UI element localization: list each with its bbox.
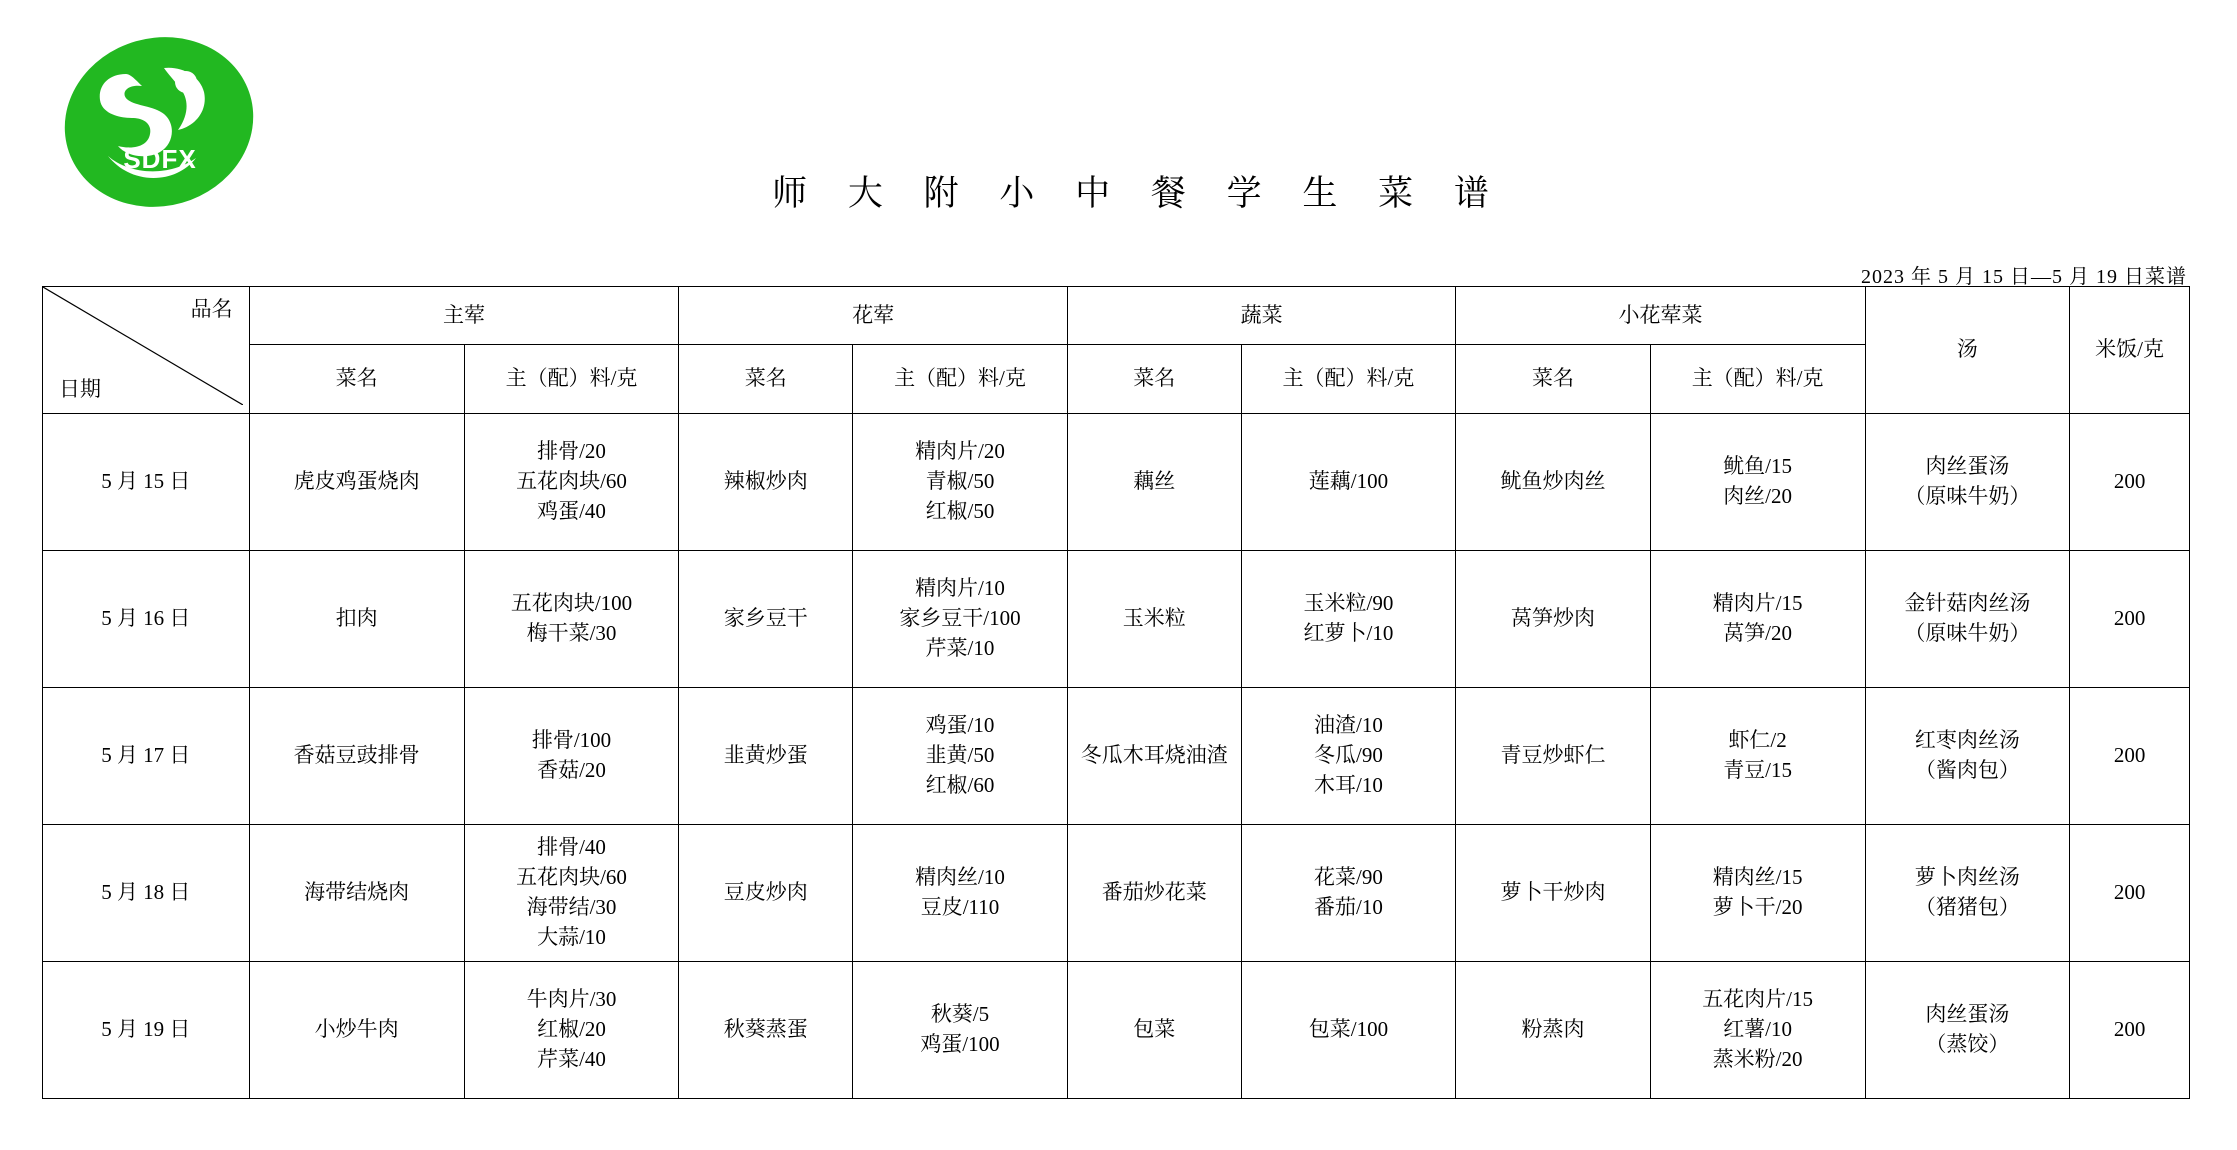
cell-soup (1865, 688, 2070, 825)
cell-semi-dish: 秋葵蒸蛋 (679, 962, 853, 1099)
cell-main-material-line: 红椒/20 (537, 1017, 606, 1042)
cell-veg-material-line: 包菜/100 (1308, 1017, 1389, 1042)
cell-small-material (1650, 825, 1865, 962)
cell-main-material-line: 大蒜/10 (537, 924, 606, 949)
cell-semi-material-line: 鸡蛋/100 (920, 1032, 1000, 1056)
cell-semi-material-line: 精肉丝/10 (915, 865, 1005, 890)
group-header-rice: 米饭/克 (2070, 287, 2190, 414)
corner-label-item: 品名 (190, 297, 233, 321)
cell-small-material-line: 精肉丝/15 (1712, 865, 1803, 890)
cell-veg-dish: 冬瓜木耳烧油渣 (1067, 688, 1241, 825)
cell-main-dish: 香菇豆豉排骨 (249, 688, 464, 825)
table-row (43, 962, 2190, 1099)
cell-small-material-line: 蒸米粉/20 (1712, 1046, 1803, 1071)
cell-small-material-line: 萝卜干/20 (1712, 895, 1803, 919)
cell-main-material-line: 五花肉块/60 (516, 865, 627, 890)
cell-main-dish: 小炒牛肉 (249, 962, 464, 1099)
table-row (43, 825, 2190, 962)
cell-semi-dish: 韭黄炒蛋 (679, 688, 853, 825)
cell-main-material (464, 414, 679, 551)
cell-veg-dish: 玉米粒 (1067, 551, 1241, 688)
cell-soup (1865, 551, 2070, 688)
cell-semi-dish: 豆皮炒肉 (679, 825, 853, 962)
cell-semi-material (853, 688, 1068, 825)
cell-veg-material-line: 红萝卜/10 (1303, 621, 1394, 645)
cell-date: 5 月 19 日 (43, 962, 250, 1099)
cell-date: 5 月 16 日 (43, 551, 250, 688)
cell-semi-material-line: 韭黄/50 (925, 743, 995, 768)
cell-semi-material (853, 551, 1068, 688)
cell-date: 5 月 15 日 (43, 414, 250, 551)
cell-veg-material-line: 番茄/10 (1314, 895, 1383, 919)
cell-small-dish: 青豆炒虾仁 (1456, 688, 1650, 825)
cell-small-material-line: 精肉片/15 (1712, 591, 1803, 616)
cell-main-material-line: 海带结/30 (526, 895, 617, 919)
cell-veg-material (1241, 825, 1456, 962)
cell-veg-material-line: 油渣/10 (1314, 713, 1383, 738)
cell-soup-line: （酱肉包） (1914, 758, 2020, 782)
cell-semi-dish: 辣椒炒肉 (679, 414, 853, 551)
cell-veg-dish: 番茄炒花菜 (1067, 825, 1241, 962)
cell-main-material-line: 排骨/100 (531, 728, 612, 753)
cell-small-material (1650, 551, 1865, 688)
cell-main-dish: 海带结烧肉 (249, 825, 464, 962)
subheader-main-material: 主（配）料/克 (464, 345, 679, 414)
cell-soup-line: 金针菇肉丝汤 (1904, 591, 2031, 616)
cell-semi-material-line: 芹菜/10 (925, 635, 995, 660)
date-range-label: 2023 年 5 月 15 日—5 月 19 日菜谱 (1861, 266, 2187, 288)
cell-main-material-line: 牛肉片/30 (526, 987, 617, 1012)
cell-soup-line: 肉丝蛋汤 (1925, 1002, 2010, 1027)
cell-semi-material-line: 家乡豆干/100 (899, 606, 1021, 631)
subheader-small-material: 主（配）料/克 (1650, 345, 1865, 414)
cell-rice: 200 (2070, 551, 2190, 688)
cell-main-material (464, 688, 679, 825)
cell-soup-line: （猪猪包） (1914, 895, 2020, 919)
cell-soup-line: 红枣肉丝汤 (1914, 728, 2020, 753)
cell-veg-material-line: 木耳/10 (1314, 772, 1383, 797)
cell-semi-material (853, 962, 1068, 1099)
cell-small-material-line: 青豆/15 (1723, 758, 1793, 782)
table-header-group-row (43, 287, 2190, 345)
cell-veg-dish: 藕丝 (1067, 414, 1241, 551)
svg-text:SDFX: SDFX (123, 144, 197, 174)
cell-veg-material (1241, 962, 1456, 1099)
cell-main-material-line: 鸡蛋/40 (537, 498, 606, 523)
cell-small-dish: 粉蒸肉 (1456, 962, 1650, 1099)
cell-date: 5 月 18 日 (43, 825, 250, 962)
subheader-veg-dish: 菜名 (1067, 345, 1241, 414)
cell-rice: 200 (2070, 825, 2190, 962)
subheader-small-dish: 菜名 (1456, 345, 1650, 414)
cell-soup-line: 肉丝蛋汤 (1925, 454, 2010, 479)
cell-semi-material-line: 精肉片/10 (915, 576, 1005, 601)
subheader-semi-material: 主（配）料/克 (853, 345, 1068, 414)
cell-rice: 200 (2070, 962, 2190, 1099)
cell-small-material (1650, 414, 1865, 551)
cell-main-material (464, 551, 679, 688)
cell-semi-material (853, 414, 1068, 551)
cell-main-dish: 虎皮鸡蛋烧肉 (249, 414, 464, 551)
cell-semi-material-line: 精肉片/20 (915, 439, 1005, 464)
cell-small-dish: 莴笋炒肉 (1456, 551, 1650, 688)
menu-table-body (43, 414, 2190, 1099)
cell-veg-material-line: 玉米粒/90 (1303, 591, 1394, 616)
group-header-semi: 花荤 (679, 287, 1067, 345)
table-row (43, 551, 2190, 688)
cell-rice: 200 (2070, 414, 2190, 551)
cell-semi-material-line: 秋葵/5 (930, 1002, 990, 1027)
cell-veg-material (1241, 688, 1456, 825)
corner-label-date: 日期 (59, 377, 101, 402)
cell-small-material-line: 红薯/10 (1723, 1017, 1793, 1042)
cell-semi-material-line: 红椒/50 (925, 498, 995, 523)
subheader-semi-dish: 菜名 (679, 345, 853, 414)
cell-main-material-line: 梅干菜/30 (526, 621, 617, 645)
cell-main-dish: 扣肉 (249, 551, 464, 688)
cell-small-dish: 鱿鱼炒肉丝 (1456, 414, 1650, 551)
cell-rice: 200 (2070, 688, 2190, 825)
cell-main-material (464, 825, 679, 962)
page-title: 师 大 附 小 中 餐 学 生 菜 谱 (772, 174, 1505, 213)
cell-soup-line: （原味牛奶） (1904, 484, 2031, 508)
cell-soup-line: （蒸饺） (1925, 1032, 2010, 1056)
cell-veg-material-line: 冬瓜/90 (1314, 743, 1383, 768)
subheader-veg-material: 主（配）料/克 (1241, 345, 1456, 414)
group-header-small: 小花荤菜 (1456, 287, 1865, 345)
cell-veg-material-line: 莲藕/100 (1308, 469, 1389, 494)
group-header-vegetable: 蔬菜 (1067, 287, 1455, 345)
cell-small-material-line: 五花肉片/15 (1702, 987, 1814, 1012)
cell-small-material-line: 虾仁/2 (1728, 728, 1787, 753)
cell-semi-material-line: 鸡蛋/10 (925, 713, 995, 738)
cell-main-material-line: 五花肉块/100 (510, 591, 633, 616)
menu-table (42, 286, 2190, 1099)
table-row (43, 688, 2190, 825)
cell-small-material-line: 鱿鱼/15 (1723, 454, 1793, 479)
cell-semi-material-line: 青椒/50 (925, 469, 995, 494)
document-header (42, 28, 2195, 288)
cell-veg-dish: 包菜 (1067, 962, 1241, 1099)
cell-soup (1865, 962, 2070, 1099)
cell-semi-dish: 家乡豆干 (679, 551, 853, 688)
cell-main-material-line: 五花肉块/60 (516, 469, 627, 494)
cell-veg-material-line: 花菜/90 (1314, 865, 1383, 890)
cell-main-material-line: 排骨/20 (537, 439, 606, 464)
cell-semi-material-line: 红椒/60 (925, 772, 995, 797)
cell-small-material (1650, 688, 1865, 825)
subheader-main-dish: 菜名 (249, 345, 464, 414)
group-header-soup: 汤 (1865, 287, 2070, 414)
group-header-main: 主荤 (249, 287, 679, 345)
cell-small-material-line: 肉丝/20 (1723, 484, 1793, 508)
cell-semi-material (853, 825, 1068, 962)
corner-header-cell (43, 287, 250, 414)
cell-small-material-line: 莴笋/20 (1723, 621, 1793, 645)
cell-veg-material (1241, 414, 1456, 551)
cell-soup (1865, 414, 2070, 551)
cell-small-material (1650, 962, 1865, 1099)
cell-main-material (464, 962, 679, 1099)
table-row (43, 414, 2190, 551)
cell-semi-material-line: 豆皮/110 (920, 895, 1000, 919)
cell-main-material-line: 香菇/20 (537, 758, 606, 782)
cell-small-dish: 萝卜干炒肉 (1456, 825, 1650, 962)
cell-veg-material (1241, 551, 1456, 688)
cell-soup-line: 萝卜肉丝汤 (1914, 865, 2020, 890)
cell-soup-line: （原味牛奶） (1904, 621, 2031, 645)
cell-date: 5 月 17 日 (43, 688, 250, 825)
cell-main-material-line: 芹菜/40 (537, 1046, 606, 1071)
cell-soup (1865, 825, 2070, 962)
cell-main-material-line: 排骨/40 (537, 835, 606, 860)
